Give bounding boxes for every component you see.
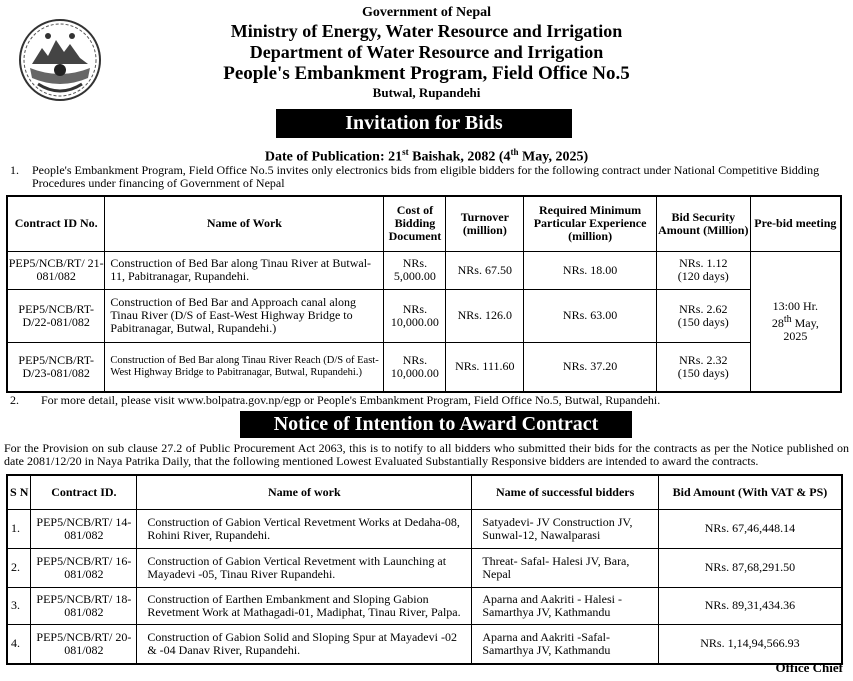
contract-id: PEP5/NCB/RT/ 18-081/082	[31, 587, 137, 624]
experience: NRs. 18.00	[524, 251, 657, 289]
contract-id: PEP5/NCB/RT/ 21-081/082	[7, 251, 105, 289]
bidder-name: Satyadevi- JV Construction JV, Sunwal-12, Nawalparasi	[472, 509, 659, 548]
column-header: Turnover (million)	[446, 196, 524, 251]
bid-amount: NRs. 67,46,448.14	[658, 509, 842, 548]
contract-id: PEP5/NCB/RT/ 14-081/082	[31, 509, 137, 548]
column-header: Bid Security Amount (Million)	[656, 196, 750, 251]
work-name: Construction of Bed Bar along Tinau River Reach (D/S of East-West Highway Bridge to Pabitranagar, Butwal, Rupandehi.)	[105, 342, 384, 392]
office-chief-signatory: Office Chief	[775, 660, 843, 675]
invitation-paragraph-2: 2. For more detail, please visit www.bolpatra.gov.np/egp or People's Embankment Program, Field Office No.5, Butwal, Rupandehi.	[10, 393, 661, 407]
publication-date: Date of Publication: 21st Baishak, 2082 (4th May, 2025)	[264, 147, 589, 165]
table-row	[7, 289, 841, 342]
table-row	[7, 587, 842, 624]
bid-security: NRs. 1.12 (120 days)	[656, 251, 750, 289]
contract-id: PEP5/NCB/RT-D/23-081/082	[7, 342, 105, 392]
column-header: Required Minimum Particular Experience (million)	[524, 196, 657, 251]
bidder-name: Threat- Safal- Halesi JV, Bara, Nepal	[472, 548, 659, 587]
bid-doc-cost: NRs. 10,000.00	[384, 342, 446, 392]
contract-id: PEP5/NCB/RT-D/22-081/082	[7, 289, 105, 342]
notice-intro: For the Provision on sub clause 27.2 of Public Procurement Act 2063, this is to notify to all bidders who submitted their bids for the contracts as per the Notice published on date 2081/12/20 in Naya Patrika Daily, that the following mentioned Lowest Evaluated Substantially Responsive bidders are intended to award the contracts.	[4, 441, 849, 468]
work-name: Construction of Bed Bar along Tinau River at Butwal-11, Pabitranagar, Rupandehi.	[105, 251, 384, 289]
bid-doc-cost: NRs. 5,000.00	[384, 251, 446, 289]
bidder-name: Aparna and Aakriti - Halesi - Samarthya JV, Kathmandu	[472, 587, 659, 624]
bid-amount: NRs. 89,31,434.36	[658, 587, 842, 624]
turnover: NRs. 67.50	[446, 251, 524, 289]
experience: NRs. 63.00	[524, 289, 657, 342]
work-name: Construction of Earthen Embankment and Sloping Gabion Revetment Work at Mathagadi-01, Madiphat, Tinau River, Palpa.	[137, 587, 472, 624]
work-name: Construction of Gabion Solid and Sloping Spur at Mayadevi -02 & -04 Danav River, Rupandehi.	[137, 624, 472, 664]
government-name: Government of Nepal	[361, 5, 492, 20]
bid-amount: NRs. 1,14,94,566.93	[658, 624, 842, 664]
bid-amount: NRs. 87,68,291.50	[658, 548, 842, 587]
column-header: Name of work	[137, 475, 472, 509]
bid-doc-cost: NRs. 10,000.00	[384, 289, 446, 342]
serial-number: 4.	[7, 624, 31, 664]
office-location: Butwal, Rupandehi	[372, 85, 481, 100]
invitation-title: Invitation for Bids	[276, 109, 572, 138]
award-table-header	[7, 475, 842, 509]
serial-number: 3.	[7, 587, 31, 624]
department-name: Department of Water Resource and Irrigation	[249, 42, 604, 62]
column-header: Pre-bid meeting	[750, 196, 841, 251]
turnover: NRs. 126.0	[446, 289, 524, 342]
column-header: Name of successful bidders	[472, 475, 659, 509]
bid-security: NRs. 2.32 (150 days)	[656, 342, 750, 392]
column-header: Contract ID No.	[7, 196, 105, 251]
serial-number: 2.	[7, 548, 31, 587]
notice-title: Notice of Intention to Award Contract	[240, 411, 632, 438]
ministry-name: Ministry of Energy, Water Resource and Irrigation	[230, 21, 623, 41]
table-row	[7, 509, 842, 548]
invitation-paragraph-1: 1. People's Embankment Program, Field Office No.5 invites only electronics bids from eligible bidders for the following contract under National Competitive Bidding Procedures under financing of Government of Nepal	[10, 163, 820, 190]
column-header: Bid Amount (With VAT & PS)	[658, 475, 842, 509]
table-row	[7, 342, 841, 392]
column-header: Cost of Bidding Document	[384, 196, 446, 251]
bids-table-header	[7, 196, 841, 251]
work-name: Construction of Bed Bar and Approach canal along Tinau River (D/S of East-West Highway Bridge to Pabitranagar, Butwal, Rupandehi.)	[105, 289, 384, 342]
work-name: Construction of Gabion Vertical Revetment Works at Dedaha-08, Rohini River, Rupandehi.	[137, 509, 472, 548]
experience: NRs. 37.20	[524, 342, 657, 392]
table-row	[7, 548, 842, 587]
bid-security: NRs. 2.62 (150 days)	[656, 289, 750, 342]
award-table	[6, 474, 843, 665]
turnover: NRs. 111.60	[446, 342, 524, 392]
bids-table	[6, 195, 842, 393]
column-header: Name of Work	[105, 196, 384, 251]
column-header: Contract ID.	[31, 475, 137, 509]
work-name: Construction of Gabion Vertical Revetment with Launching at Mayadevi -05, Tinau River Rupandehi.	[137, 548, 472, 587]
bidder-name: Aparna and Aakriti -Safal- Samarthya JV, Kathmandu	[472, 624, 659, 664]
prebid-meeting: 13:00 Hr. 28th May, 2025	[750, 251, 841, 392]
contract-id: PEP5/NCB/RT/ 20-081/082	[31, 624, 137, 664]
program-name: People's Embankment Program, Field Office No.5	[223, 63, 630, 84]
table-row	[7, 251, 841, 289]
table-row	[7, 624, 842, 664]
serial-number: 1.	[7, 509, 31, 548]
letterhead	[0, 4, 853, 101]
column-header: S N	[7, 475, 31, 509]
contract-id: PEP5/NCB/RT/ 16-081/082	[31, 548, 137, 587]
